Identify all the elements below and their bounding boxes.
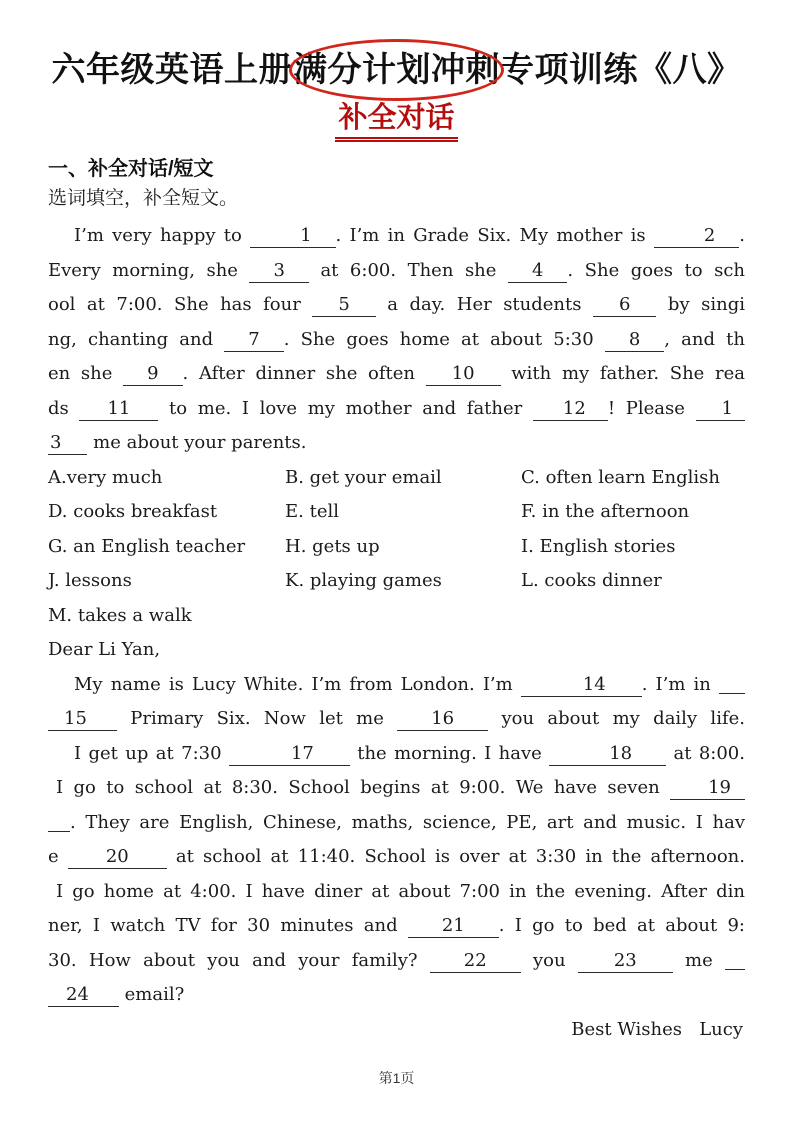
blank-15: 15 [48, 708, 117, 731]
instruction-text: 选词填空，补全短文。 [48, 188, 239, 209]
word-option: J. lessons [48, 570, 132, 591]
blank-rule [48, 813, 70, 832]
blank-19: 19 [670, 777, 745, 800]
blank-9: 9 [123, 363, 182, 386]
blank-10: 10 [426, 363, 501, 386]
word-option: I. English stories [521, 535, 676, 557]
blank-1: 1 [696, 398, 745, 421]
word-option: C. often learn English [521, 466, 720, 488]
blank-18: 18 [549, 743, 666, 766]
blank-3: 3 [249, 260, 308, 283]
text-line: I go to school at 8:30. School begins at 9:00. We have seven 19 [48, 771, 745, 806]
subtitle: 补全对话 [335, 101, 457, 142]
blank-24: 24 [48, 984, 119, 1007]
section-heading: 一、补全对话/短文 [48, 158, 214, 180]
text-line: Every morning, she 3 at 6:00. Then she 4 . She goes to sch [48, 259, 746, 281]
page-content [0, 155, 793, 1047]
text-line: My name is Lucy White. I’m from London. I’m 14 . I’m in [48, 668, 745, 703]
blank-22: 22 [430, 950, 521, 973]
page-title: 六年级英语上册满分计划冲刺专项训练《八》 [51, 51, 742, 89]
title-block [0, 0, 793, 92]
blank-12: 12 [533, 398, 608, 421]
blank-6: 6 [593, 294, 656, 317]
word-option: F. in the afternoon [521, 501, 690, 522]
text-line: I’m very happy to 1 . I’m in Grade Six. My mother is 2 . [74, 225, 745, 246]
blank-4: 4 [508, 260, 567, 283]
blank-16: 16 [397, 708, 488, 731]
word-option: B. get your email [285, 466, 442, 488]
text-line: 15 Primary Six. Now let me 16 you about my daily life. [48, 702, 745, 737]
blank-23: 23 [578, 950, 673, 973]
blank-14: 14 [521, 674, 642, 697]
word-option: E. tell [285, 501, 339, 522]
blank-17: 17 [229, 743, 350, 766]
text-line: . They are English, Chinese, maths, science, PE, art and music. I hav [48, 806, 745, 841]
letter-salutation: Dear Li Yan, [48, 639, 161, 660]
word-option: A.very much [48, 466, 163, 488]
cloze-passage-2 [48, 668, 745, 1013]
blank-7: 7 [224, 329, 283, 352]
word-option: D. cooks breakfast [48, 501, 218, 522]
blank-8: 8 [605, 329, 664, 352]
blank-rule [725, 951, 745, 970]
text-line: 3 me about your parents. [50, 432, 307, 453]
text-line: ds 11 to me. I love my mother and father 12 ! Please 1 [48, 392, 745, 427]
word-option: H. gets up [285, 535, 380, 557]
text-line: ner, I watch TV for 30 minutes and 21 . I go to bed at about 9: [48, 915, 745, 936]
blank-20: 20 [68, 846, 167, 869]
blank-11: 11 [79, 398, 158, 421]
blank-3: 3 [48, 432, 87, 455]
blank-1: 1 [250, 225, 335, 248]
text-line: 30. How about you and your family? 22 you 23 me [48, 944, 745, 979]
text-line: I go home at 4:00. I have diner at about 7:00 in the evening. After din [56, 880, 745, 902]
subtitle-row [0, 101, 793, 142]
text-line: I get up at 7:30 17 the morning. I have 18 at 8:00. [74, 742, 745, 764]
text-line: ng, chanting and 7 . She goes home at about 5:30 8 , and th [48, 328, 745, 350]
word-options-list [48, 461, 745, 634]
word-option: M. takes a walk [48, 604, 192, 626]
blank-21: 21 [408, 915, 499, 938]
blank-rule [719, 675, 745, 694]
text-line: ool at 7:00. She has four 5 a day. Her students 6 by singi [48, 294, 745, 315]
text-line: en she 9 . After dinner she often 10 with my father. She rea [48, 363, 745, 384]
word-option: L. cooks dinner [521, 570, 662, 591]
text-line: e 20 at school at 11:40. School is over at 3:30 in the afternoon. [48, 846, 745, 867]
blank-2: 2 [654, 225, 739, 248]
cloze-passage-1 [48, 219, 745, 461]
text-line: 24 email? [48, 978, 745, 1013]
letter-signoff: Best Wishes Lucy [571, 1018, 743, 1040]
page-number: 第1页 [378, 1070, 415, 1086]
word-option: G. an English teacher [48, 535, 246, 557]
word-option: K. playing games [285, 570, 442, 591]
blank-5: 5 [312, 294, 375, 317]
